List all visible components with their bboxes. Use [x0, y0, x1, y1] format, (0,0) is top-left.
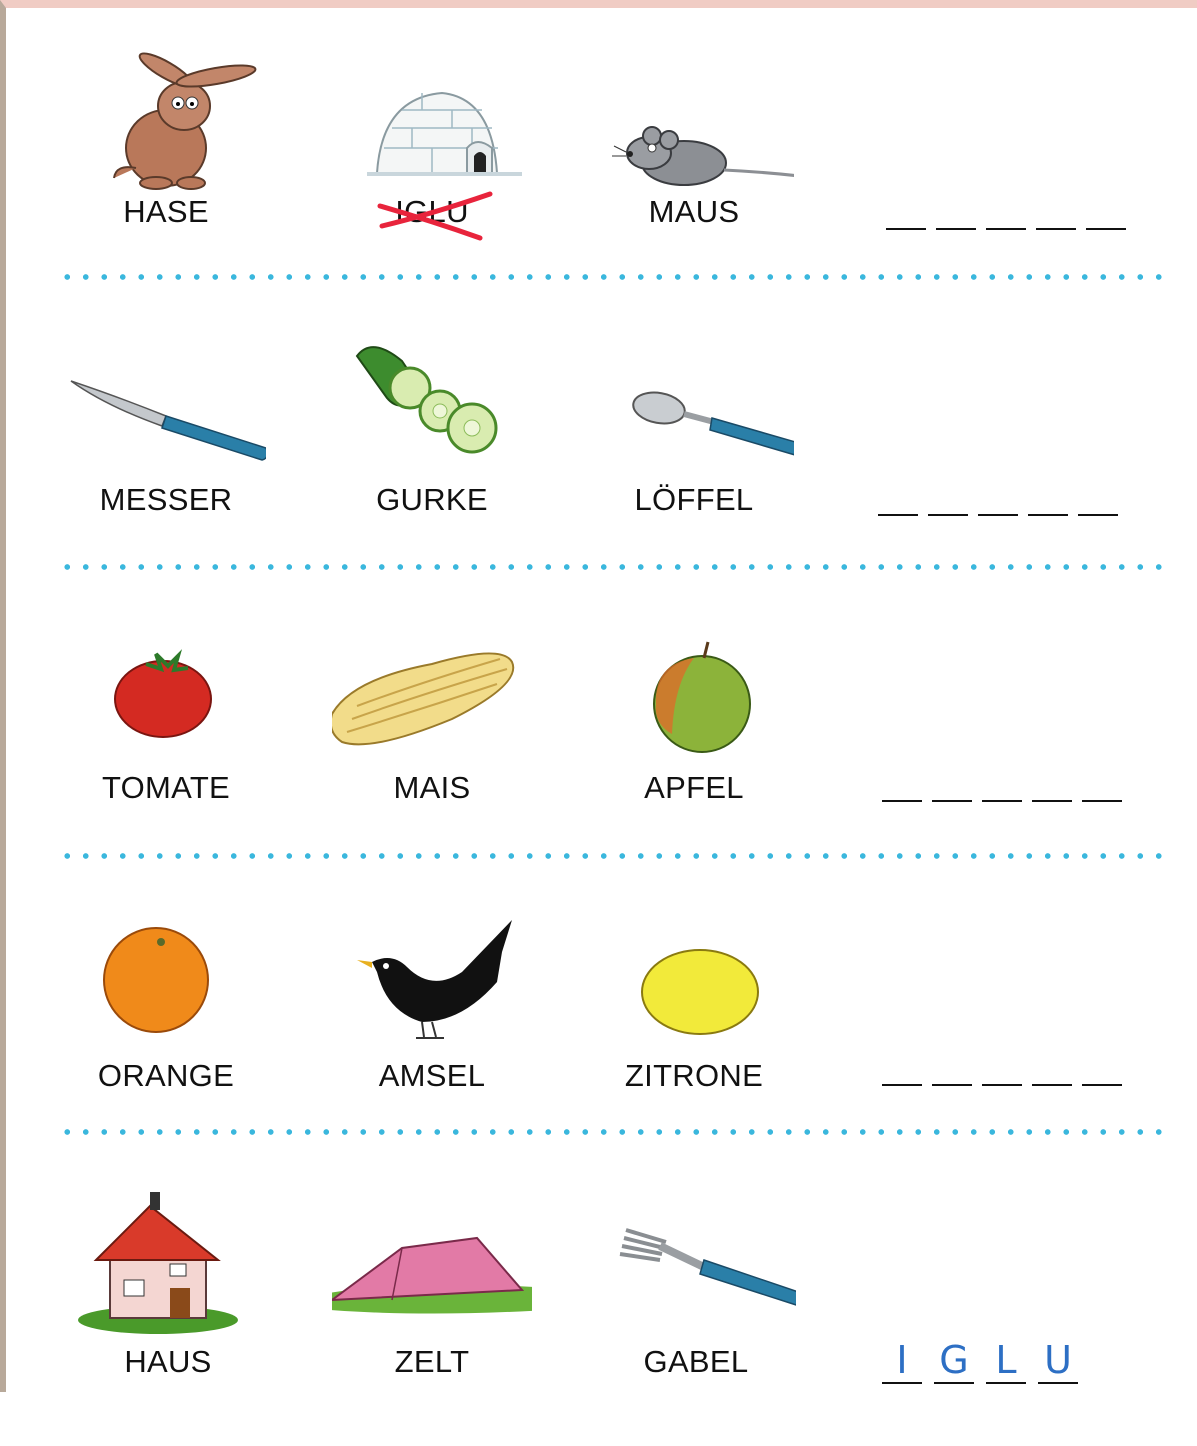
letter-blank [1032, 1084, 1072, 1086]
mouse-icon [594, 48, 794, 198]
word-label: TOMATE [101, 770, 231, 805]
answer-letter: U [1038, 1338, 1078, 1384]
letter-blank [1086, 228, 1126, 230]
answer-blanks [878, 514, 1118, 516]
letter-blank [986, 228, 1026, 230]
letter-blank [882, 1084, 922, 1086]
letter-blank [1078, 514, 1118, 516]
fork-icon [596, 1188, 796, 1338]
cucumber-icon [332, 336, 532, 486]
row-5 [6, 1158, 1197, 1446]
word-label: HASE [123, 194, 209, 229]
house-icon [68, 1188, 268, 1338]
answer-letter: G [934, 1338, 974, 1384]
dotted-separator [58, 274, 1168, 280]
row-1 [6, 8, 1197, 296]
letter-blank [882, 800, 922, 802]
dotted-separator [58, 1129, 1168, 1135]
letter-blank [932, 1084, 972, 1086]
dotted-separator [58, 564, 1168, 570]
letter-blank [936, 228, 976, 230]
row-2 [6, 296, 1197, 584]
letter-blank [878, 514, 918, 516]
row-4 [6, 872, 1197, 1160]
letter-blank [982, 1084, 1022, 1086]
letter-blank [982, 800, 1022, 802]
handwritten-answer [882, 1338, 1078, 1384]
answer-blanks [882, 800, 1122, 802]
rabbit-icon [66, 48, 266, 198]
letter-blank [1028, 514, 1068, 516]
letter-blank [932, 800, 972, 802]
word-label: HAUS [124, 1344, 212, 1379]
word-label: ORANGE [97, 1058, 235, 1093]
word-label: GABEL [643, 1344, 749, 1379]
tent-icon [332, 1188, 532, 1338]
letter-blank [1082, 800, 1122, 802]
word-label: ZELT [394, 1344, 470, 1379]
knife-icon [66, 336, 266, 486]
answer-blanks [882, 1084, 1122, 1086]
word-label: AMSEL [378, 1058, 486, 1093]
orange-icon [66, 912, 266, 1062]
apple-icon [594, 624, 794, 774]
letter-blank [1082, 1084, 1122, 1086]
tomato-icon [66, 624, 266, 774]
letter-blank [1036, 228, 1076, 230]
answer-blanks [886, 228, 1126, 230]
blackbird-icon [332, 912, 532, 1062]
word-label: APFEL [644, 770, 744, 805]
word-label: GURKE [376, 482, 488, 517]
letter-blank [886, 228, 926, 230]
word-label: ZITRONE [624, 1058, 764, 1093]
lemon-icon [594, 912, 794, 1062]
word-label: LÖFFEL [634, 482, 754, 517]
letter-blank [1032, 800, 1072, 802]
row-3 [6, 584, 1197, 872]
spoon-icon [594, 336, 794, 486]
word-label: MAUS [648, 194, 740, 229]
letter-blank [978, 514, 1018, 516]
igloo-icon [332, 48, 532, 198]
corn-icon [332, 624, 532, 774]
answer-letter: I [882, 1338, 922, 1384]
word-label: MAIS [393, 770, 471, 805]
answer-letter: L [986, 1338, 1026, 1384]
word-label-crossed: IGLU [395, 194, 469, 229]
letter-blank [928, 514, 968, 516]
word-label: MESSER [99, 482, 233, 517]
dotted-separator [58, 853, 1168, 859]
